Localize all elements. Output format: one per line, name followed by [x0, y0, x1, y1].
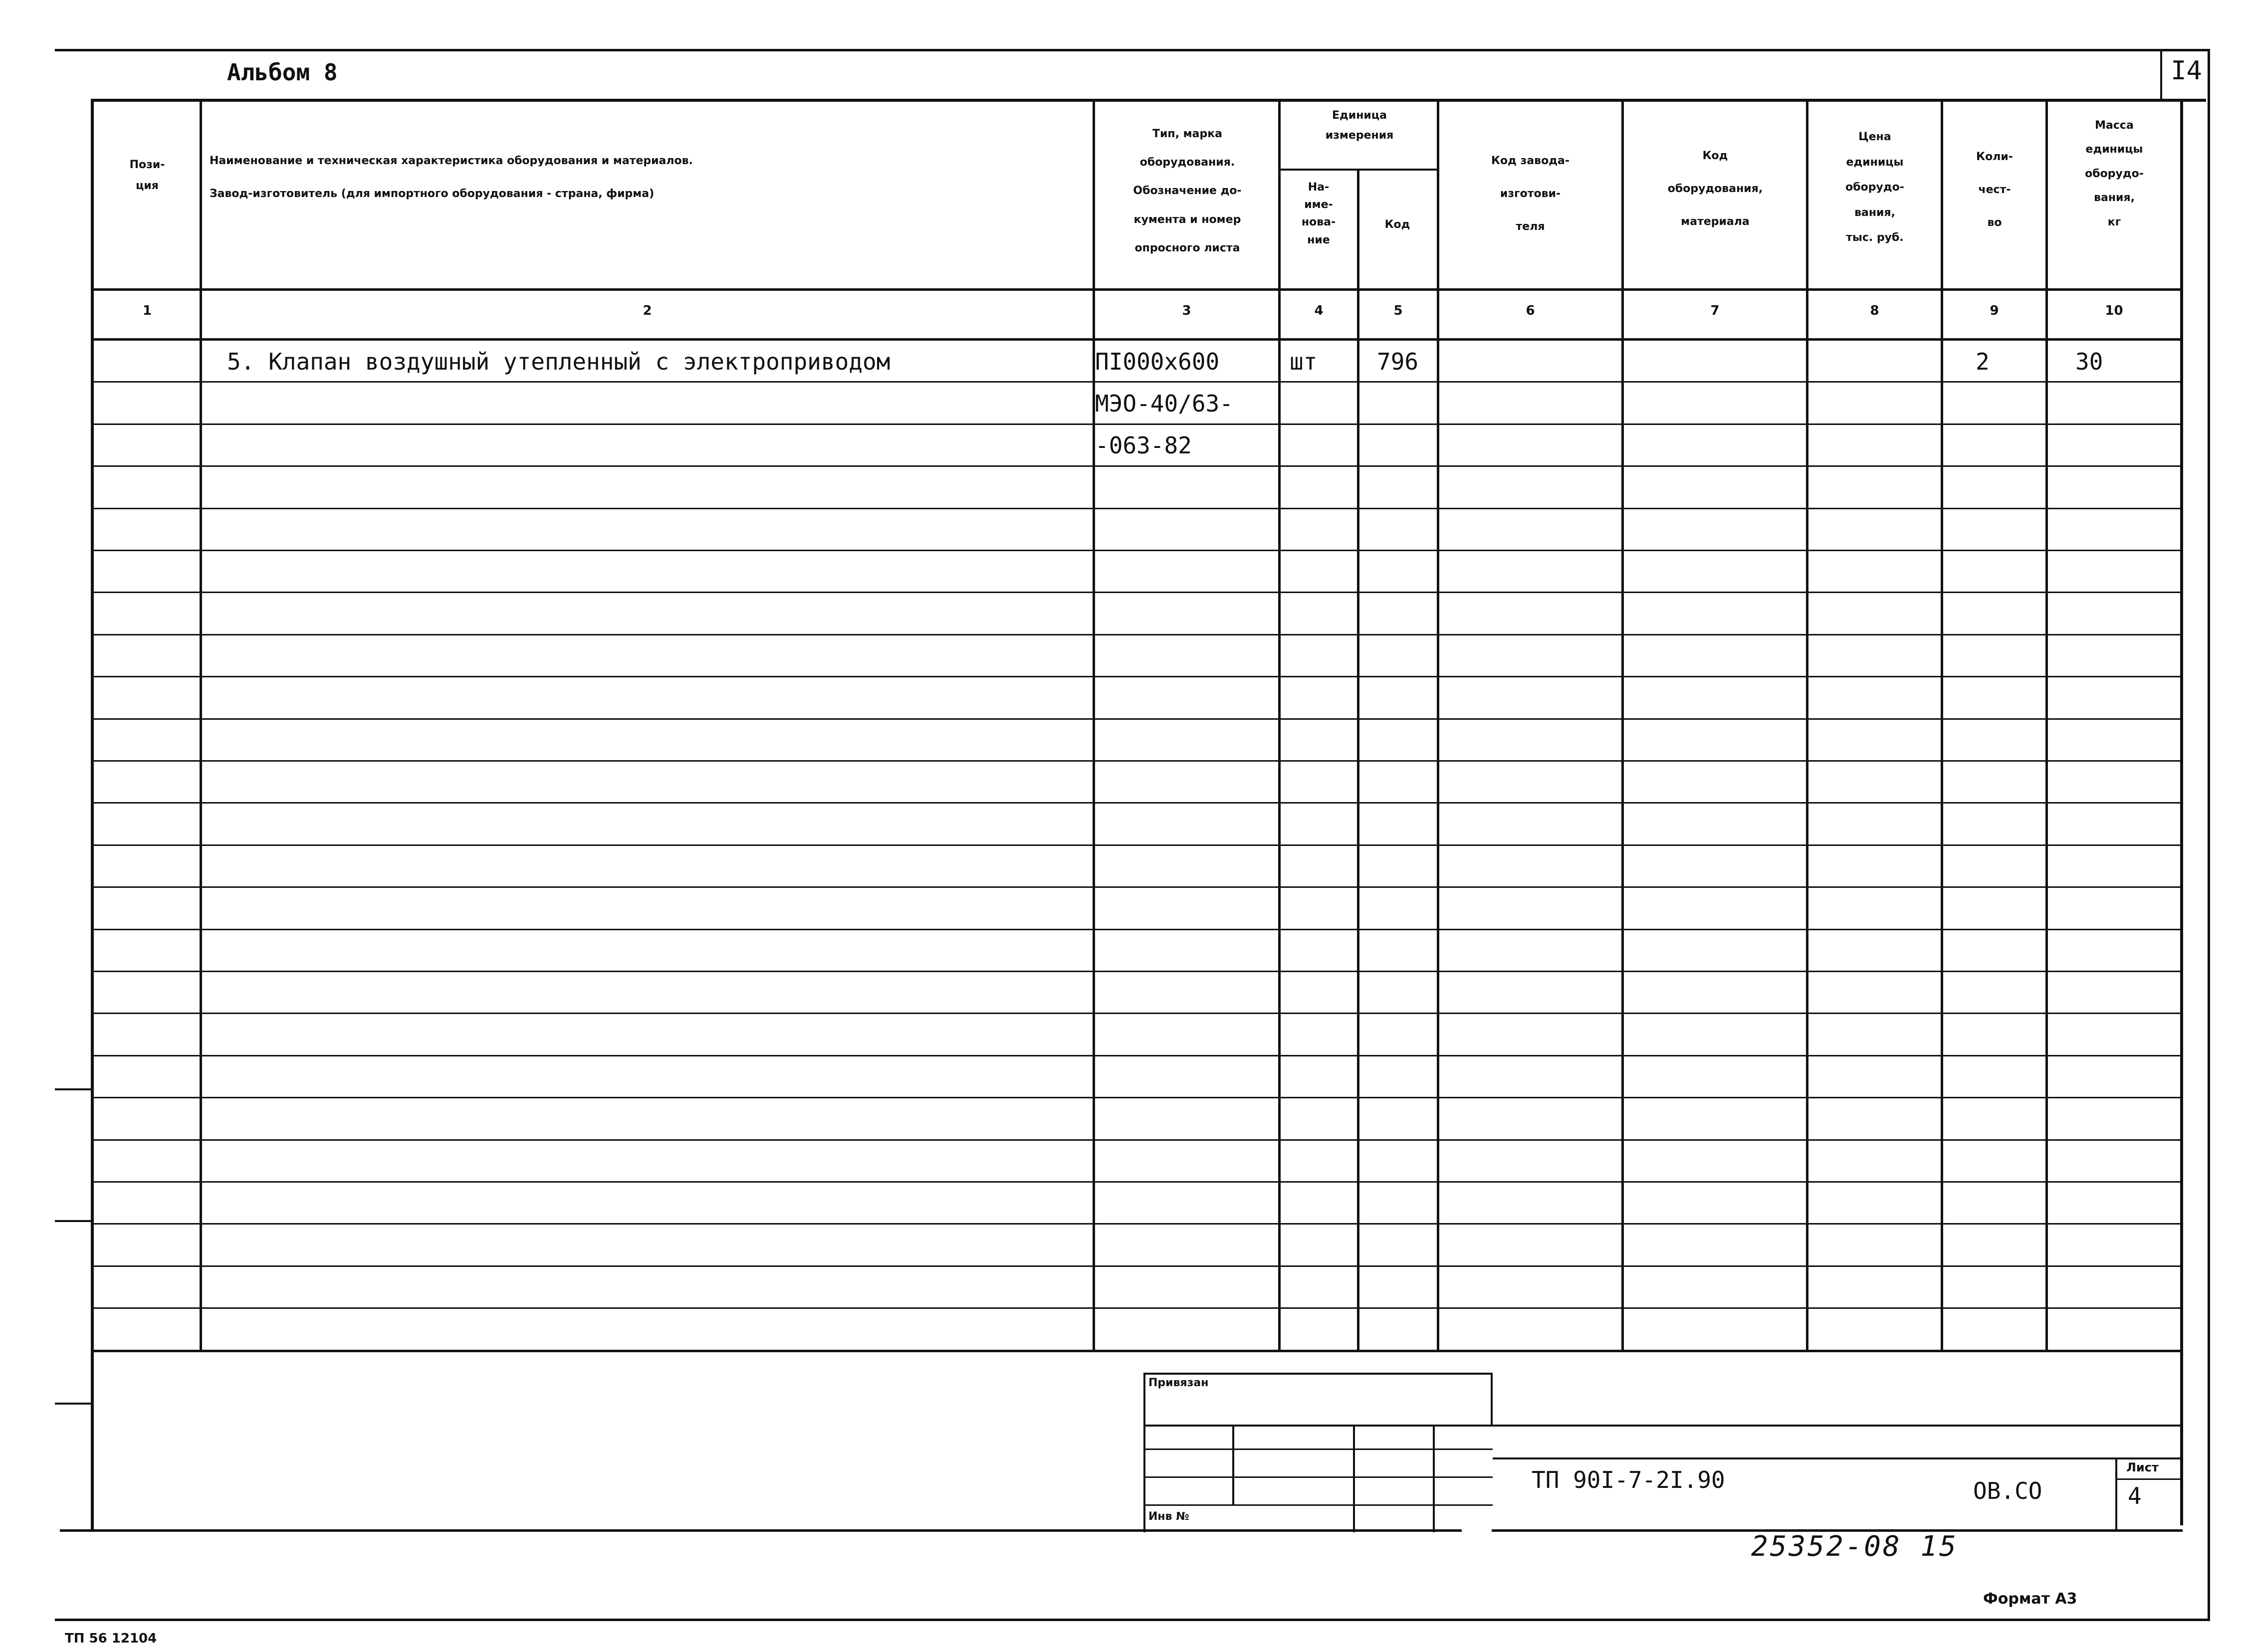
header-unit-code: Код: [1384, 218, 1410, 231]
table-row-line: [91, 971, 2181, 972]
stamp-line: [1143, 1504, 1493, 1506]
album-label: Альбом 8: [227, 59, 338, 86]
row-type-line-1: ПI000x600: [1095, 348, 1220, 375]
bottom-code: ТП 56 12104: [65, 1631, 157, 1646]
colnum-5: 5: [1393, 303, 1403, 318]
sheet-value: 4: [2128, 1482, 2142, 1509]
table-row-line: [91, 886, 2181, 888]
body-bottom: [91, 1350, 2181, 1352]
format-label: Формат А3: [1983, 1590, 2077, 1608]
table-row-line: [91, 550, 2181, 551]
col-sep-3: [1278, 99, 1281, 1351]
row-unit: шт: [1290, 348, 1318, 375]
colnum-4: 4: [1314, 303, 1324, 318]
numbers-bottom: [91, 338, 2181, 341]
stamp-line: [1143, 1448, 1493, 1450]
stamp-line: [1143, 1425, 2181, 1427]
sheet-number: I4: [2171, 56, 2202, 86]
colnum-2: 2: [643, 303, 652, 318]
table-row-line: [91, 1223, 2181, 1225]
table-row-line: [91, 1013, 2181, 1014]
sheet-box-left: [2160, 49, 2162, 100]
col-sep-8: [1941, 99, 1943, 1351]
stamp-vline: [1232, 1425, 1234, 1504]
inv-label: Инв №: [1148, 1510, 1189, 1523]
table-row-line: [91, 929, 2181, 930]
col-sep-2: [1093, 99, 1095, 1351]
table-row-line: [91, 634, 2181, 635]
table-row-line: [91, 1055, 2181, 1056]
table-row-line: [91, 1097, 2181, 1098]
section-code: ОВ.СО: [1973, 1477, 2042, 1504]
header-bottom: [91, 288, 2181, 291]
doc-code: ТП 90I-7-2I.90: [1532, 1466, 1725, 1493]
col-sep-7: [1806, 99, 1808, 1351]
header-equipment-code: Код оборудования, материала: [1667, 150, 1763, 228]
margin-tick: [55, 1088, 91, 1090]
sheet-cell-left: [2115, 1457, 2117, 1530]
sheet-cell-divider: [2115, 1478, 2181, 1480]
row-type-line-2: МЭО-40/63-: [1095, 390, 1233, 417]
row-unit-code: 796: [1377, 348, 1419, 375]
table-row-line: [91, 676, 2181, 677]
col-sep-6: [1621, 99, 1624, 1351]
table-top: [91, 99, 2206, 102]
header-factory-code: Код завода- изготови- теля: [1491, 155, 1569, 233]
table-row-line: [91, 718, 2181, 720]
colnum-7: 7: [1710, 303, 1720, 318]
table-row-line: [91, 1181, 2181, 1183]
stamp-vline: [1353, 1425, 1355, 1532]
colnum-1: 1: [142, 303, 152, 318]
colnum-10: 10: [2105, 303, 2123, 318]
handwritten-number: 25352-08 15: [1751, 1530, 1958, 1563]
right-border: [2208, 49, 2210, 1620]
margin-tick: [55, 1220, 91, 1222]
stamp-right: [1491, 1373, 1493, 1427]
attached-label: Привязан: [1148, 1377, 1209, 1389]
row-mass: 30: [2075, 348, 2103, 375]
header-mass: Масса единицы оборудо- вания, кг: [2085, 119, 2144, 228]
header-type: Тип, марка оборудования. Обозначение до- кумента и номер опросного листа: [1133, 128, 1242, 254]
table-right: [2180, 99, 2183, 1525]
stamp-top: [1143, 1373, 1493, 1375]
colnum-9: 9: [1990, 303, 1999, 318]
table-row-line: [91, 844, 2181, 846]
stamp-left: [1143, 1373, 1145, 1532]
title-block-bottom: [60, 1529, 1462, 1532]
stamp-line: [1143, 1476, 1493, 1478]
table-row-line: [91, 592, 2181, 593]
table-row-line: [91, 1307, 2181, 1309]
header-unit-name: На- име- нова- ние: [1301, 181, 1336, 246]
row-qty: 2: [1976, 348, 1990, 375]
header-unit-group: Единица измерения: [1325, 109, 1394, 142]
stamp-vline: [1433, 1425, 1435, 1532]
table-row-line: [91, 508, 2181, 509]
colnum-3: 3: [1182, 303, 1191, 318]
colnum-8: 8: [1870, 303, 1879, 318]
row-type-line-3: -063-82: [1095, 432, 1192, 459]
unit-group-line: [1278, 169, 1438, 171]
table-row-line: [91, 465, 2181, 467]
table-row-line: [91, 1265, 2181, 1267]
col-sep-1: [200, 99, 202, 1351]
table-row-line: [91, 381, 2181, 383]
header-name: Наименование и техническая характеристика оборудования и материалов. Завод-изготовитель (для импортного оборудования - страна, фирма): [210, 155, 693, 200]
header-price: Цена единицы оборудо- вания, тыс. руб.: [1845, 131, 1904, 244]
colnum-6: 6: [1526, 303, 1535, 318]
col-sep-5: [1437, 99, 1439, 1351]
title-block-top: [1493, 1457, 2181, 1459]
col-sep-9: [2045, 99, 2048, 1351]
table-row-line: [91, 423, 2181, 425]
header-position: Пози- ция: [129, 159, 165, 192]
table-row-line: [91, 802, 2181, 804]
table-row-line: [91, 760, 2181, 762]
table-row-line: [91, 1139, 2181, 1141]
bottom-border: [55, 1619, 2210, 1621]
header-quantity: Коли- чест- во: [1976, 151, 2013, 229]
sheet-label: Лист: [2126, 1460, 2159, 1474]
row-name: 5. Клапан воздушный утепленный с электроприводом: [227, 348, 891, 375]
table-left: [91, 99, 94, 1531]
top-border: [55, 49, 2210, 51]
margin-tick: [55, 1403, 91, 1405]
